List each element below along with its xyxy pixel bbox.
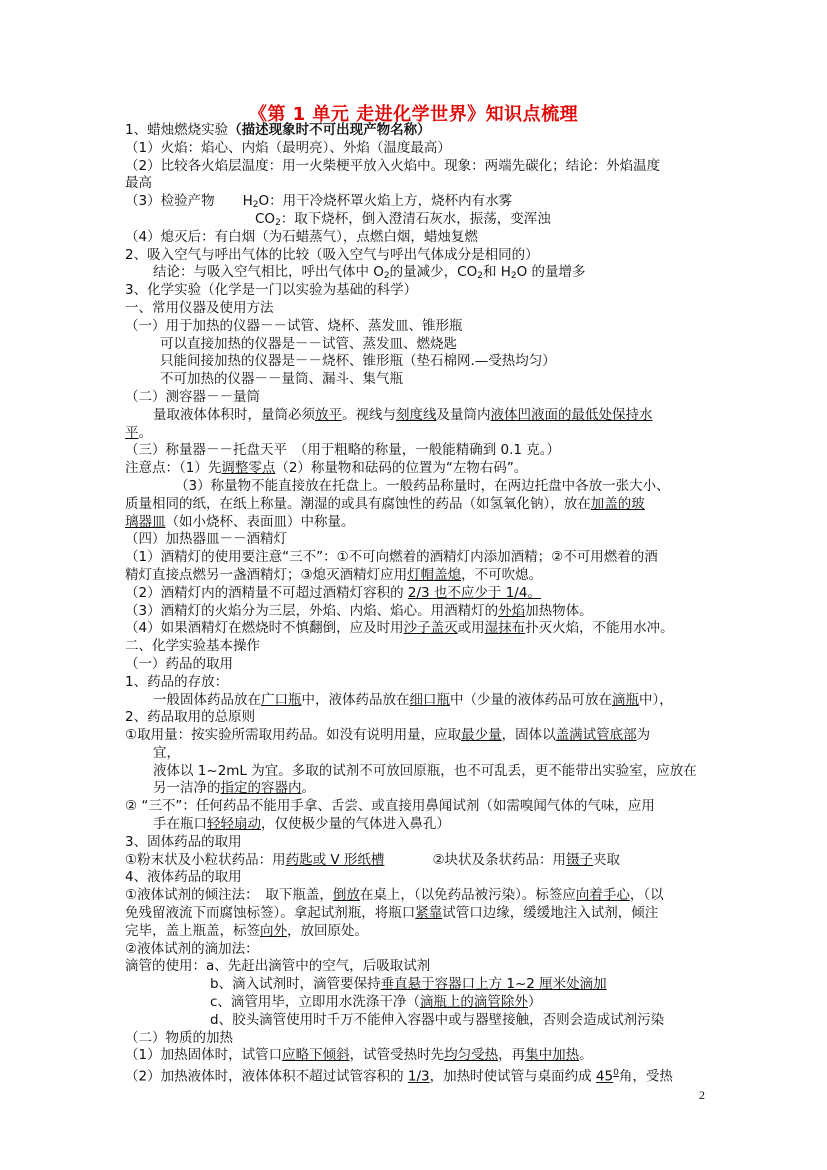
text: 在桌上，（以免药品被污染）。标签应 (359, 887, 576, 904)
text: 扑灭火焰，不能用水冲。 (525, 620, 674, 637)
text-line: 液体以 1~2mL 为宜。多取的试剂不可放回原瓶，也不可乱丢，更不能带出实验室，应放在 (153, 762, 697, 779)
text-line: （二）物质的加热 (125, 1029, 233, 1046)
text-line: 2、药品取用的总原则 (125, 709, 256, 726)
text: 试管口边缘，缓缓地注入试剂，倾注 (442, 905, 659, 922)
text-line (125, 727, 705, 745)
text: 结论：与吸入空气相比，呼出气体中 O (153, 264, 384, 281)
underlined-text: 垂直悬于容器口上方 1~2 厘米处滴加 (380, 976, 607, 993)
text: 1、蜡烛燃烧实验 (125, 122, 229, 138)
underlined-text: 外焰 (498, 602, 526, 619)
text: ：取下烧杯，倒入澄清石灰水，振荡，变浑浊 (280, 210, 551, 227)
section-heading: 3、化学实验（化学是一门以实验为基础的科学） (125, 282, 418, 299)
text: （3）酒精灯的火焰分为三层，外焰、内焰、焰心。用酒精灯的 (125, 602, 499, 619)
text-line (125, 816, 705, 834)
text: 及量筒内 (436, 406, 491, 423)
text: 为 (636, 727, 651, 744)
text-line: （四）加热器皿－－酒精灯 (125, 531, 287, 548)
text: c、滴管用毕，立即用水洗涤干净（ (210, 994, 420, 1011)
text-line: 滴管的使用：a、先赶出滴管中的空气，后吸取试剂 (125, 958, 431, 975)
section-heading: 二、化学实验基本操作 (125, 638, 260, 655)
text: 角，受热 (618, 1068, 673, 1085)
text-line (125, 1047, 705, 1065)
text: 质量相同的纸，在纸上称量。潮湿的或具有腐蚀性的药品（如氢氧化钠），放在 (125, 495, 591, 512)
underlined-text: 加盖的玻 (590, 495, 645, 512)
text-line: 可以直接加热的仪器是－－试管、蒸发皿、燃烧匙 (160, 335, 457, 352)
underlined-text: 向着手心 (575, 887, 630, 904)
document-body (125, 122, 705, 1087)
underlined-text: 璃器皿 (125, 513, 166, 530)
underlined-text: 灯帽盖熄 (407, 566, 462, 583)
text-line: ②液体试剂的滴加法： (125, 940, 259, 957)
text-line (125, 780, 705, 798)
text: O 的量增多 (516, 264, 586, 281)
text-line: （3）称量物不能直接放在托盘上。一般药品称量时，在两边托盘中各放一张大小、 (175, 477, 670, 494)
text: 。 (301, 780, 315, 797)
underlined-text: 液体凹液面的最低处保持水 (490, 406, 653, 423)
text-line (125, 852, 705, 870)
text: ，仅使极少量的气体进入鼻孔） (261, 816, 450, 833)
text: ，放回原处。 (287, 922, 368, 939)
text-line: （三）称量器－－托盘天平 （用于粗略的称量，一般能精确到 0.1 克。） (125, 442, 561, 459)
text-line: 最高 (125, 175, 152, 192)
underlined-text: 最少量 (461, 727, 502, 744)
page-number: 2 (699, 1088, 705, 1102)
underlined-text: 刻度线 (396, 406, 437, 423)
text: 和 H (482, 264, 511, 281)
text-line: 1、药品的存放： (125, 673, 229, 690)
text: 。视线与 (342, 406, 396, 423)
text: CO (255, 210, 276, 227)
text-line (125, 994, 705, 1012)
text-line (125, 887, 705, 905)
text: b、滴入试剂时，滴管要保持 (210, 976, 381, 993)
text: ，（以 (629, 887, 664, 904)
subscript: 2 (510, 271, 517, 282)
subscript: 2 (477, 271, 483, 282)
text-line (125, 407, 705, 425)
text: 中）， (639, 691, 673, 708)
subscript: 2 (383, 271, 390, 282)
text-line (125, 496, 705, 514)
text-line (125, 692, 705, 710)
text-line: 3、固体药品的取用 (125, 833, 242, 850)
text: ①液体试剂的倾注法： 取下瓶盖， (125, 887, 333, 904)
section-heading: 2、吸入空气与呼出气体的比较（吸入空气与呼出气体成分是相同的） (125, 246, 539, 263)
text: ，再 (498, 1047, 526, 1064)
text-line (125, 264, 705, 282)
underlined-text: 倒放 (332, 887, 360, 904)
underlined-text: 放平 (315, 406, 342, 423)
text: 完毕，盖上瓶盖，标签 (125, 922, 260, 939)
text-line (125, 585, 705, 603)
text: 中（少量的液体药品可放在 (450, 691, 612, 708)
underlined-text: 轻轻扇动 (207, 816, 261, 833)
text-line: （2）比较各火焰层温度：用一火柴梗平放入火焰中。现象：两端先碳化；结论：外焰温度 (125, 157, 661, 174)
underlined-text: 指定的容器内 (220, 780, 302, 797)
underlined-text: 2/3 也不应少于 1/4。 (407, 584, 541, 601)
underlined-text: 集中加热 (525, 1047, 580, 1064)
text: （2）称量物和砝码的位置为“左物右码”。 (275, 460, 528, 477)
underlined-text: 药匙或 V 形纸槽 (285, 851, 385, 868)
text: 量取液体体积时，量筒必须 (153, 406, 315, 423)
text-line (125, 211, 705, 229)
underlined-text: 滴瓶 (612, 691, 639, 708)
subscript: 2 (252, 200, 259, 211)
text: 。 (138, 424, 152, 441)
text: ，不可吹熄。 (461, 566, 543, 583)
text: （2）加热液体时，液体体积不超过试管容积的 (125, 1068, 408, 1085)
underlined-text: 镊子 (566, 851, 594, 868)
underlined-text: 向外 (260, 922, 287, 939)
text: 免残留液流下而腐蚀标签）。拿起试剂瓶，将瓶口 (125, 905, 416, 922)
underlined-text: 45 (595, 1068, 614, 1085)
underlined-text: 紧靠 (415, 905, 443, 922)
text-line: 不可加热的仪器－－量筒、漏斗、集气瓶 (160, 371, 403, 388)
text: 注意点：（1）先 (125, 460, 222, 477)
text-line (125, 976, 705, 994)
underlined-text: 广口瓶 (261, 691, 302, 708)
text: （4）如果酒精灯在燃烧时不慎翻倒，应及时用 (125, 620, 404, 637)
text-line (125, 425, 705, 443)
text: 手在瓶口 (153, 816, 207, 833)
text: ②块状及条状药品：用 (432, 851, 567, 868)
text: ，加热时使试管与桌面约成 (429, 1068, 596, 1085)
underlined-text: 滴瓶上的滴管除外 (419, 994, 528, 1011)
underlined-text: 细口瓶 (409, 691, 450, 708)
text: O：用干冷烧杯罩火焰上方，烧杯内有水雾 (258, 193, 513, 210)
text: 中，液体药品放在 (301, 691, 410, 708)
text-line: 只能间接加热的仪器是－－烧杯、锥形瓶（垫石棉网.—受热均匀） (160, 353, 556, 370)
subscript: 2 (275, 217, 281, 228)
text: （2）酒精灯内的酒精量不可超过酒精灯容积的 (125, 584, 408, 601)
text: （如小烧杯、表面皿）中称量。 (165, 513, 355, 530)
underlined-text: 盖满试管底部 (555, 727, 637, 744)
text: ） (527, 994, 542, 1011)
text-line: （一）用于加热的仪器－－试管、烧杯、蒸发皿、锥形瓶 (125, 317, 463, 334)
text: H (242, 193, 253, 210)
text-line (125, 193, 705, 211)
text-line: （4）熄灭后：有白烟（为石蜡蒸气），点燃白烟，蜡烛复燃 (125, 228, 478, 245)
underlined-text: 均匀受热 (444, 1047, 499, 1064)
underlined-text: 1/3 (407, 1068, 430, 1085)
text: ①取用量：按实验所需取用药品。如没有说明用量，应取 (125, 727, 462, 744)
text-line: （1）酒精灯的使用要注意“三不”：①不可向燃着的酒精灯内添加酒精；②不可用燃着的酒 (125, 549, 658, 566)
text: 夹取 (593, 851, 621, 868)
text: 加热物体。 (525, 602, 593, 619)
underlined-text: 湿抹布 (484, 620, 526, 637)
text: 。 (579, 1047, 593, 1064)
text: ，试管受热时先 (349, 1047, 445, 1064)
text-line: （一）药品的取用 (125, 655, 233, 672)
section-heading: 一、常用仪器及使用方法 (125, 299, 274, 316)
underlined-text: 沙子盖灭 (403, 620, 458, 637)
text: （3）检验产物 (125, 193, 215, 210)
superscript: 0 (613, 1068, 619, 1079)
text: ，固体以 (501, 727, 556, 744)
text: 的量减少，CO (389, 264, 478, 281)
text-line (125, 1065, 705, 1086)
text-line (125, 923, 705, 941)
text-line (125, 460, 705, 478)
bold-note: （描述现象时不可出现产物名称） (228, 122, 431, 138)
text-line: （1）火焰：焰心、内焰（最明亮）、外焰（温度最高） (125, 139, 451, 156)
text: 精灯直接点燃另一盏酒精灯；③熄灭酒精灯应用 (125, 566, 408, 583)
text-line: ② “三不”：任何药品不能用手拿、舌尝、或直接用鼻闻试剂（如需嗅闻气体的气味，应用 (125, 798, 655, 815)
text-line: 4、液体药品的取用 (125, 869, 242, 886)
underlined-text: 应略下倾斜 (282, 1047, 350, 1064)
section-heading (125, 122, 705, 140)
text: 或用 (457, 620, 485, 637)
text-line: d、胶头滴管使用时千万不能伸入容器中或与器壁接触，否则会造成试剂污染 (210, 1011, 665, 1028)
page-title: 《第 1 单元 走进化学世界》知识点梳理 (248, 104, 579, 125)
text-line (125, 567, 705, 585)
text-line (125, 514, 705, 532)
text: 另一洁净的 (153, 780, 221, 797)
text: （1）加热固体时，试管口 (125, 1047, 283, 1064)
text-line (125, 905, 705, 923)
underlined-text: 平 (125, 424, 139, 441)
text: 一般固体药品放在 (153, 691, 261, 708)
text-line: （二）测容器－－量筒 (125, 388, 260, 405)
text-line: 宜， (153, 744, 180, 761)
underlined-text: 调整零点 (221, 460, 276, 477)
text-line (125, 620, 705, 638)
text-line (125, 603, 705, 621)
text: ①粉末状及小粒状药品：用 (125, 851, 286, 868)
